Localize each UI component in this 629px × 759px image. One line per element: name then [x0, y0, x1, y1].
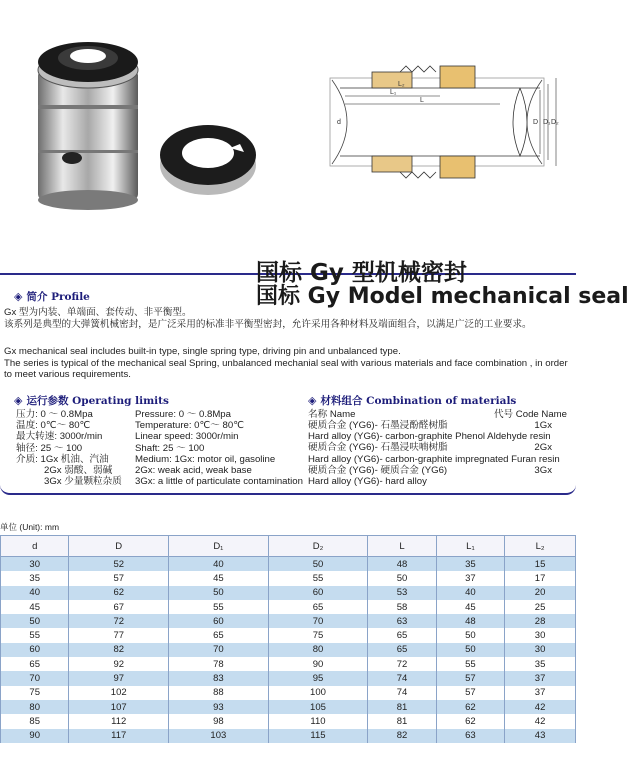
table-cell: 74 [368, 686, 436, 700]
col-header-D1: D₁ [169, 536, 269, 557]
table-cell: 105 [268, 700, 368, 714]
material-line: Hard alloy (YG6)- carbon-graphite Phenol Aldehyde resin [308, 431, 551, 443]
op-cn-item: 3Gx 少量颗粒杂质 [44, 476, 122, 488]
materials-heading-en: Combination of materials [366, 395, 517, 407]
table-cell: 45 [1, 600, 69, 614]
op-cn-item: 最大转速: 3000r/min [16, 431, 103, 443]
table-cell: 50 [436, 643, 504, 657]
seal-images [0, 0, 576, 245]
page-title-cn: 国标 Gy 型机械密封 [256, 260, 467, 286]
operating-heading [14, 393, 169, 408]
table-cell: 72 [368, 657, 436, 671]
col-header-L1: L₁ [436, 536, 504, 557]
table-cell: 40 [169, 557, 269, 572]
table-cell: 37 [436, 571, 504, 585]
profile-cn-line1: Gx 型为内装、单端面、套传动、非平衡型。 [4, 307, 192, 318]
table-cell: 74 [368, 671, 436, 685]
profile-cn-line2: 该系列是典型的大弹簧机械密封，是广泛采用的标准非平衡型密封，允许采用各种材料及端面组合，以满足广泛的工业要求。 [4, 319, 532, 330]
table-cell: 20 [505, 586, 576, 600]
operating-heading-en: Operating limits [72, 395, 169, 407]
table-cell: 110 [268, 714, 368, 728]
table-cell: 90 [268, 657, 368, 671]
table-cell: 55 [268, 571, 368, 585]
material-line: Hard alloy (YG6)- carbon-graphite impregnated Furan resin [308, 453, 560, 465]
profile-en-line2: The series is typical of the mechanical seal Spring, unbalanced mechanial seal with various materials and face combination , in order to meet various requirements. [4, 358, 568, 381]
drawing-label-L2: L₂ [398, 81, 405, 88]
product-illustrations [0, 0, 576, 245]
table-cell: 62 [436, 714, 504, 728]
unit-label: 单位 (Unit): mm [0, 522, 60, 532]
table-cell: 17 [505, 571, 576, 585]
materials-code-header: 代号 Code Name [493, 409, 567, 420]
table-cell: 75 [268, 628, 368, 642]
page-title-en: 国标 Gy Model mechanical seal [256, 284, 629, 309]
materials-heading [308, 393, 516, 408]
table-cell: 72 [69, 614, 169, 628]
diamond-bullet-icon: ◈ [308, 394, 317, 407]
table-cell: 60 [268, 586, 368, 600]
op-en-item: 2Gx: weak acid, weak base [135, 465, 252, 477]
table-cell: 50 [436, 628, 504, 642]
diamond-bullet-icon: ◈ [14, 394, 23, 407]
drawing-label-D2: D₂ [551, 119, 559, 126]
table-cell: 28 [505, 614, 576, 628]
table-header-row [1, 536, 576, 557]
materials-list [308, 420, 570, 487]
table-cell: 70 [1, 671, 69, 685]
table-cell: 81 [368, 700, 436, 714]
table-row [1, 571, 576, 585]
table-row [1, 657, 576, 671]
table-cell: 48 [436, 614, 504, 628]
table-cell: 93 [169, 700, 269, 714]
table-cell: 42 [505, 714, 576, 728]
profile-heading [14, 289, 90, 304]
col-header-L2: L₂ [505, 536, 576, 557]
table-cell: 97 [69, 671, 169, 685]
material-code: 2Gx [534, 442, 552, 454]
table-cell: 30 [1, 557, 69, 572]
op-cn-item: 压力: 0 ～ 0.8Mpa [16, 409, 93, 420]
table-row [1, 557, 576, 572]
table-cell: 55 [169, 600, 269, 614]
table-cell: 55 [436, 657, 504, 671]
table-cell: 45 [169, 571, 269, 585]
table-cell: 42 [505, 700, 576, 714]
table-cell: 80 [268, 643, 368, 657]
table-cell: 37 [505, 671, 576, 685]
rubber-ring-photo [160, 125, 256, 195]
table-cell: 43 [505, 729, 576, 743]
table-row [1, 614, 576, 628]
table-cell: 30 [505, 643, 576, 657]
op-en-item: Pressure: 0 ～ 0.8Mpa [135, 409, 231, 420]
table-cell: 63 [368, 614, 436, 628]
drawing-label-d: d [337, 119, 341, 126]
table-row [1, 671, 576, 685]
operating-cn-list [16, 409, 122, 487]
drawing-label-D: D [533, 119, 539, 126]
table-cell: 55 [1, 628, 69, 642]
table-cell: 77 [69, 628, 169, 642]
table-cell: 82 [69, 643, 169, 657]
table-cell: 35 [436, 557, 504, 572]
op-en-item: Temperature: 0℃～ 80℃ [135, 420, 245, 432]
table-cell: 65 [368, 628, 436, 642]
table-cell: 83 [169, 671, 269, 685]
op-cn-item: 2Gx 弱酸、弱碱 [44, 465, 113, 477]
material-code: 1Gx [534, 420, 552, 431]
material-line: 硬质合金 (YG6)- 石墨浸呋喃树脂 [308, 442, 448, 454]
operating-en-list [135, 409, 303, 487]
table-cell: 67 [69, 600, 169, 614]
table-cell: 57 [436, 686, 504, 700]
table-cell: 45 [436, 600, 504, 614]
table-cell: 50 [368, 571, 436, 585]
table-cell: 62 [69, 586, 169, 600]
table-cell: 70 [169, 643, 269, 657]
cross-section-drawing [330, 66, 556, 178]
table-cell: 40 [1, 586, 69, 600]
material-line: Hard alloy (YG6)- hard alloy [308, 476, 427, 488]
material-line: 硬质合金 (YG6)- 硬质合金 (YG6) [308, 464, 448, 476]
seal-assembly-photo [38, 42, 138, 210]
table-cell: 63 [436, 729, 504, 743]
drawing-label-L: L [420, 97, 424, 104]
material-code: 3Gx [534, 464, 552, 476]
table-cell: 82 [368, 729, 436, 743]
col-header-D2: D₂ [268, 536, 368, 557]
diamond-bullet-icon: ◈ [14, 290, 23, 303]
table-cell: 92 [69, 657, 169, 671]
op-cn-item: 介质: 1Gx 机油、汽油 [16, 453, 109, 465]
op-en-item: 3Gx: a little of particulate contamination [135, 476, 303, 488]
table-row [1, 714, 576, 728]
table-cell: 100 [268, 686, 368, 700]
table-cell: 58 [368, 600, 436, 614]
table-cell: 60 [1, 643, 69, 657]
table-cell: 117 [69, 729, 169, 743]
table-cell: 85 [1, 714, 69, 728]
table-cell: 102 [69, 686, 169, 700]
table-cell: 115 [268, 729, 368, 743]
table-row [1, 686, 576, 700]
materials-heading-cn: 材料组合 [320, 395, 363, 407]
table-row [1, 643, 576, 657]
op-cn-item: 轴径: 25 ～ 100 [16, 442, 83, 454]
table-cell: 98 [169, 714, 269, 728]
drawing-label-D1: D₁ [543, 119, 551, 126]
table-cell: 90 [1, 729, 69, 743]
table-cell: 50 [1, 614, 69, 628]
table-cell: 81 [368, 714, 436, 728]
dimensions-table [0, 535, 576, 743]
table-cell: 57 [69, 571, 169, 585]
table-cell: 60 [169, 614, 269, 628]
table-cell: 40 [436, 586, 504, 600]
table-cell: 50 [268, 557, 368, 572]
table-cell: 107 [69, 700, 169, 714]
table-cell: 65 [169, 628, 269, 642]
table-cell: 25 [505, 600, 576, 614]
profile-heading-cn: 简介 [26, 291, 48, 303]
profile-en-line1: Gx mechanical seal includes built-in type, single spring type, driving pin and unbalanced type. [4, 346, 401, 357]
table-cell: 88 [169, 686, 269, 700]
table-cell: 57 [436, 671, 504, 685]
op-cn-item: 温度: 0℃～ 80℃ [16, 420, 91, 432]
table-cell: 65 [368, 643, 436, 657]
table-cell: 15 [505, 557, 576, 572]
table-row [1, 729, 576, 743]
table-cell: 52 [69, 557, 169, 572]
drawing-label-L1: L₁ [390, 89, 397, 96]
table-cell: 53 [368, 586, 436, 600]
table-row [1, 700, 576, 714]
table-cell: 78 [169, 657, 269, 671]
table-cell: 112 [69, 714, 169, 728]
table-cell: 103 [169, 729, 269, 743]
table-cell: 62 [436, 700, 504, 714]
table-row [1, 600, 576, 614]
table-row [1, 628, 576, 642]
op-en-item: Medium: 1Gx: motor oil, gasoline [135, 453, 276, 465]
table-cell: 80 [1, 700, 69, 714]
table-cell: 30 [505, 628, 576, 642]
table-cell: 48 [368, 557, 436, 572]
material-line: 硬质合金 (YG6)- 石墨浸酚醛树脂 [308, 420, 448, 431]
table-cell: 65 [1, 657, 69, 671]
table-cell: 37 [505, 686, 576, 700]
op-en-item: Linear speed: 3000r/min [135, 431, 239, 443]
profile-heading-en: Profile [51, 291, 90, 303]
table-row [1, 586, 576, 600]
op-en-item: Shaft: 25 ～ 100 [135, 442, 205, 454]
table-cell: 35 [505, 657, 576, 671]
col-header-L: L [368, 536, 436, 557]
operating-heading-cn: 运行参数 [26, 395, 69, 407]
table-cell: 95 [268, 671, 368, 685]
col-header-d: d [1, 536, 69, 557]
table-cell: 65 [268, 600, 368, 614]
materials-name-header: 名称 Name [308, 409, 356, 420]
table-cell: 35 [1, 571, 69, 585]
col-header-D: D [69, 536, 169, 557]
table-cell: 75 [1, 686, 69, 700]
table-cell: 50 [169, 586, 269, 600]
table-cell: 70 [268, 614, 368, 628]
